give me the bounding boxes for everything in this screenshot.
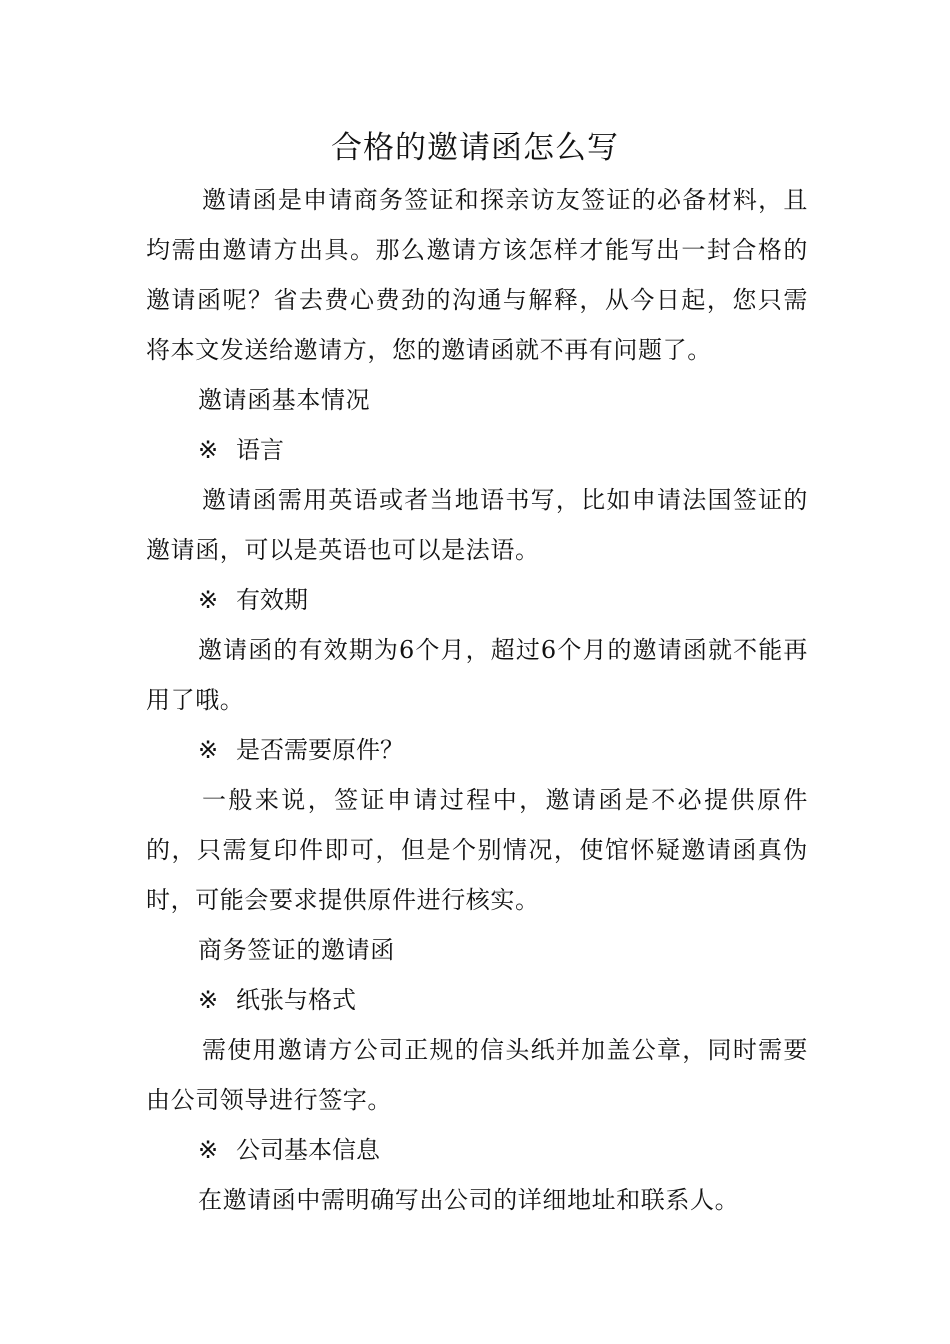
reference-mark: ※	[198, 586, 219, 614]
document-body	[146, 175, 808, 1225]
language-paragraph: 邀请函需用英语或者当地语书写，比如申请法国签证的邀请函，可以是英语也可以是法语。	[146, 486, 808, 564]
bullet-original	[146, 725, 808, 775]
bullet-paper-format	[146, 975, 808, 1025]
section-heading-business-visa: 商务签证的邀请函	[198, 936, 395, 964]
bullet-paper-format-label: 纸张与格式	[236, 986, 356, 1014]
section-heading-basic-info: 邀请函基本情况	[198, 386, 371, 414]
document-title: 合格的邀请函怎么写	[331, 130, 619, 166]
bullet-validity	[146, 575, 808, 625]
bullet-validity-label: 有效期	[236, 586, 308, 614]
reference-mark: ※	[198, 986, 219, 1014]
bullet-company-info	[146, 1125, 808, 1175]
validity-paragraph: 邀请函的有效期为6个月，超过6个月的邀请函就不能再用了哦。	[146, 636, 808, 714]
reference-mark: ※	[198, 736, 219, 764]
reference-mark: ※	[198, 436, 219, 464]
bullet-original-label: 是否需要原件？	[236, 736, 404, 764]
intro-paragraph: 邀请函是申请商务签证和探亲访友签证的必备材料，且均需由邀请方出具。那么邀请方该怎样才能写出一封合格的邀请函呢？省去费心费劲的沟通与解释，从今日起，您只需将本文发送给邀请方，您的邀请函就不再有问题了。	[146, 186, 808, 364]
bullet-company-info-label: 公司基本信息	[236, 1136, 380, 1164]
original-paragraph: 一般来说，签证申请过程中，邀请函是不必提供原件的，只需复印件即可，但是个别情况，使馆怀疑邀请函真伪时，可能会要求提供原件进行核实。	[146, 786, 808, 914]
bullet-language	[146, 425, 808, 475]
paper-format-paragraph: 需使用邀请方公司正规的信头纸并加盖公章，同时需要由公司领导进行签字。	[146, 1036, 808, 1114]
company-info-paragraph: 在邀请函中需明确写出公司的详细地址和联系人。	[198, 1186, 740, 1214]
bullet-language-label: 语言	[236, 436, 284, 464]
reference-mark: ※	[198, 1136, 219, 1164]
